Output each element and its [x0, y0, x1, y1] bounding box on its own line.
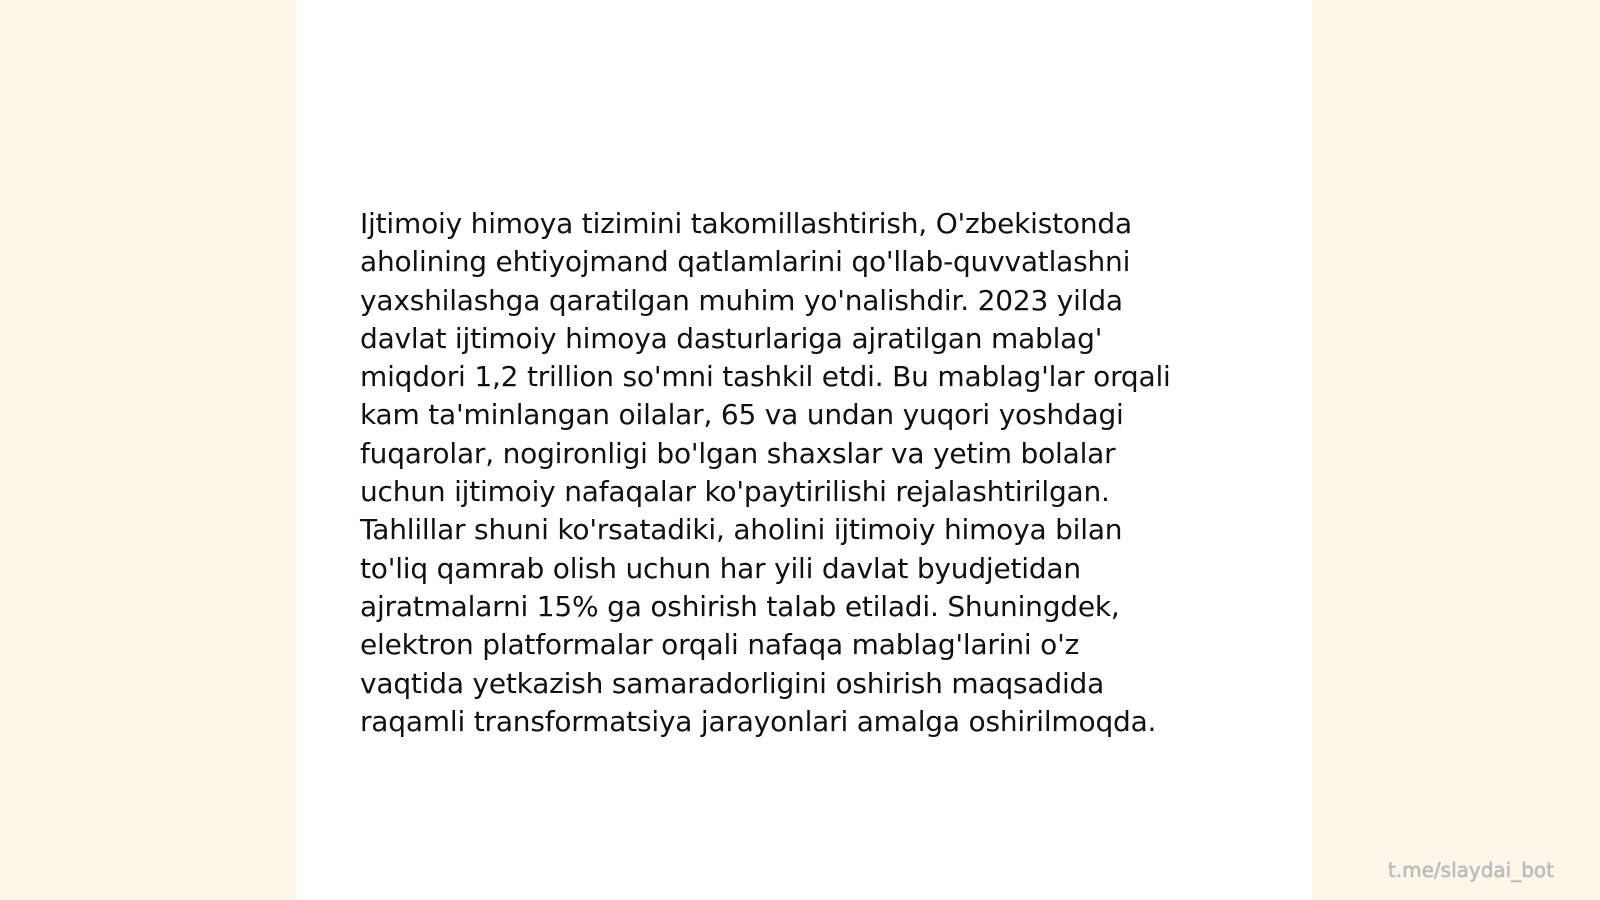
text-line: Tahlillar shuni ko'rsatadiki, aholini ijtimoiy himoya bilan — [360, 513, 1123, 547]
text-line: vaqtida yetkazish samaradorligini oshirish maqsadida — [360, 666, 1105, 700]
text-line: to'liq qamrab olish uchun har yili davlat byudjetidan — [360, 551, 1081, 585]
text-line: davlat ijtimoiy himoya dasturlariga ajratilgan mablag' — [360, 321, 1103, 355]
slide-body-text — [360, 205, 1260, 741]
watermark-text: t.me/slaydai_bot — [1387, 858, 1554, 882]
text-line: Ijtimoiy himoya tizimini takomillashtirish, O'zbekistonda — [360, 207, 1132, 240]
text-line: yaxshilashga qaratilgan muhim yo'nalishdir. 2023 yilda — [360, 283, 1123, 317]
text-line: ajratmalarni 15% ga oshirish talab etiladi. Shuningdek, — [360, 589, 1120, 623]
text-line: aholining ehtiyojmand qatlamlarini qo'llab-quvvatlashni — [360, 245, 1131, 279]
text-line: miqdori 1,2 trillion so'mni tashkil etdi. Bu mablag'lar orqali — [360, 360, 1171, 394]
text-line: elektron platformalar orqali nafaqa mablag'larini o'z — [360, 628, 1080, 662]
text-line: fuqarolar, nogironligi bo'lgan shaxslar va yetim bolalar — [360, 436, 1116, 470]
text-line: kam ta'minlangan oilalar, 65 va undan yuqori yoshdagi — [360, 398, 1124, 432]
text-line: raqamli transformatsiya jarayonlari amalga oshirilmoqda. — [360, 704, 1157, 738]
text-line: uchun ijtimoiy nafaqalar ko'paytirilishi rejalashtirilgan. — [360, 475, 1110, 509]
